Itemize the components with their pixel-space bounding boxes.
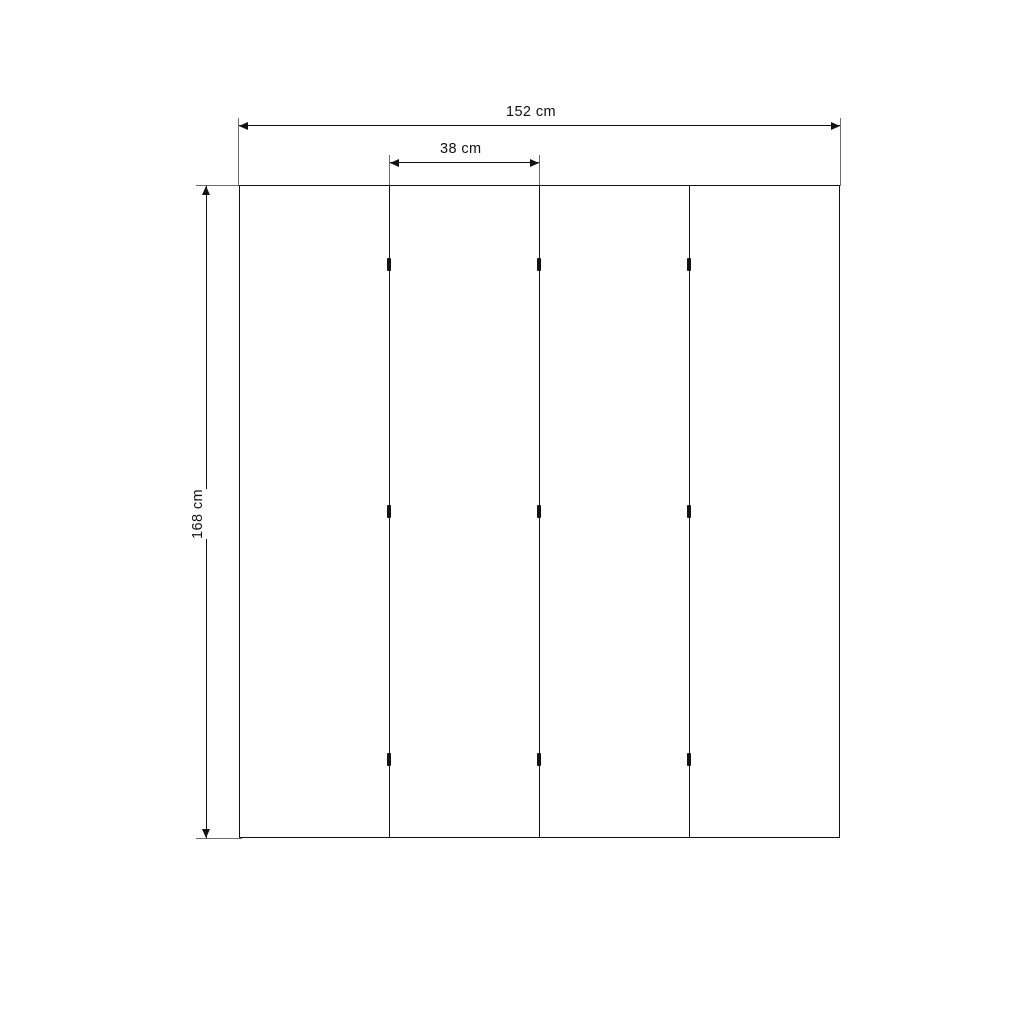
overall-height-arrow-bottom [202, 829, 210, 838]
hinge-icon [387, 505, 391, 518]
hinge-icon [687, 505, 691, 518]
divider-panel-3 [539, 185, 690, 838]
hinge-icon [687, 258, 691, 271]
overall-width-arrow-right [831, 122, 840, 130]
panel-width-label: 38 cm [434, 141, 488, 157]
panel-width-arrow-right [530, 159, 539, 167]
divider-panel-2 [389, 185, 540, 838]
panel-width-dimension-line [390, 162, 539, 163]
divider-panel-4 [689, 185, 840, 838]
divider-panel-1 [239, 185, 390, 838]
hinge-icon [537, 505, 541, 518]
hinge-icon [387, 258, 391, 271]
hinge-icon [537, 753, 541, 766]
extension-line-right-top [840, 118, 841, 186]
overall-width-arrow-left [239, 122, 248, 130]
overall-width-dimension-line [239, 125, 840, 126]
hinge-icon [687, 753, 691, 766]
extension-line-bottom-height [196, 838, 242, 839]
overall-height-arrow-top [202, 186, 210, 195]
panel-width-arrow-left [390, 159, 399, 167]
hinge-icon [387, 753, 391, 766]
extension-line-right-panel [539, 155, 540, 187]
hinge-icon [537, 258, 541, 271]
overall-width-label: 152 cm [500, 104, 562, 120]
overall-height-label: 168 cm [184, 489, 212, 539]
